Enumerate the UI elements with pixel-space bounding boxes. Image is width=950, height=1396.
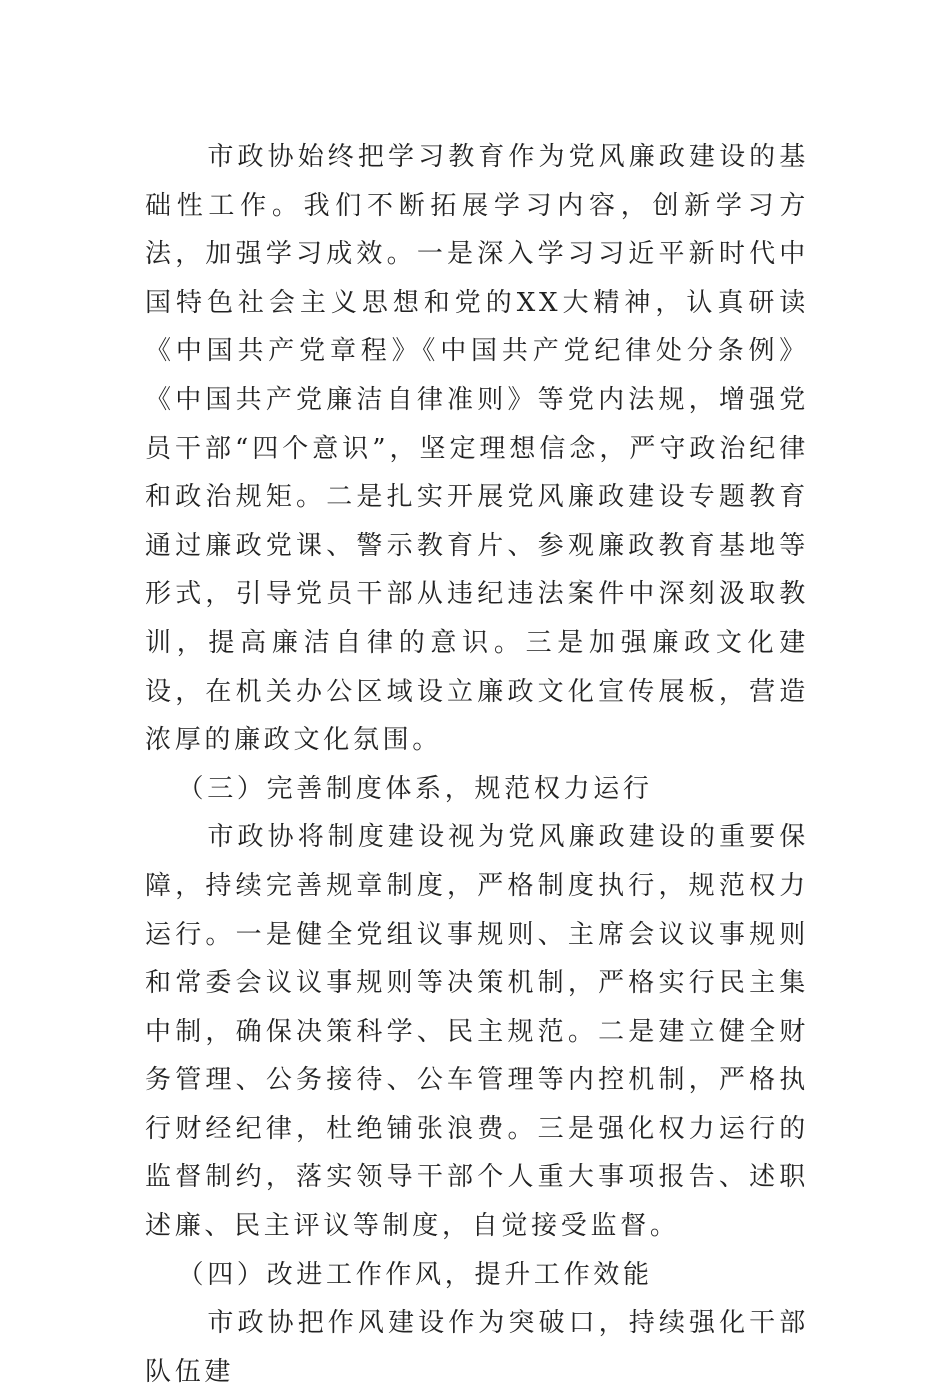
paragraph-study-education: 市政协始终把学习教育作为党风廉政建设的基础性工作。我们不断拓展学习内容，创新学习方法，加强学习成效。一是深入学习习近平新时代中国特色社会主义思想和党的XX大精神，认真研读《中国共产党章程》《中国共产党纪律处分条例》《中国共产党廉洁自律准则》等党内法规，增强党员干部“四个意识”，坚定理想信念，严守政治纪律和政治规矩。二是扎实开展党风廉政建设专题教育通过廉政党课、警示教育片、参观廉政教育基地等形式，引导党员干部从违纪违法案件中深刻汲取教训，提高廉洁自律的意识。三是加强廉政文化建设，在机关办公区域设立廉政文化宣传展板，营造浓厚的廉政文化氛围。	[145, 142, 809, 756]
section-heading-4: （四）改进工作作风，提升工作效能	[177, 1259, 653, 1290]
document-body	[145, 133, 809, 1396]
paragraph-institution-building: 市政协将制度建设视为党风廉政建设的重要保障，持续完善规章制度，严格制度执行，规范权力运行。一是健全党组议事规则、主席会议议事规则和常委会议议事规则等决策机制，严格实行民主集中制，确保决策科学、民主规范。二是建立健全财务管理、公务接待、公车管理等内控机制，严格执行财经纪律，杜绝铺张浪费。三是强化权力运行的监督制约，落实领导干部个人重大事项报告、述职述廉、民主评议等制度，自觉接受监督。	[145, 822, 809, 1242]
paragraph-work-style: 市政协把作风建设作为突破口，持续强化干部队伍建	[145, 1308, 809, 1387]
section-heading-3: （三）完善制度体系，规范权力运行	[177, 773, 653, 804]
